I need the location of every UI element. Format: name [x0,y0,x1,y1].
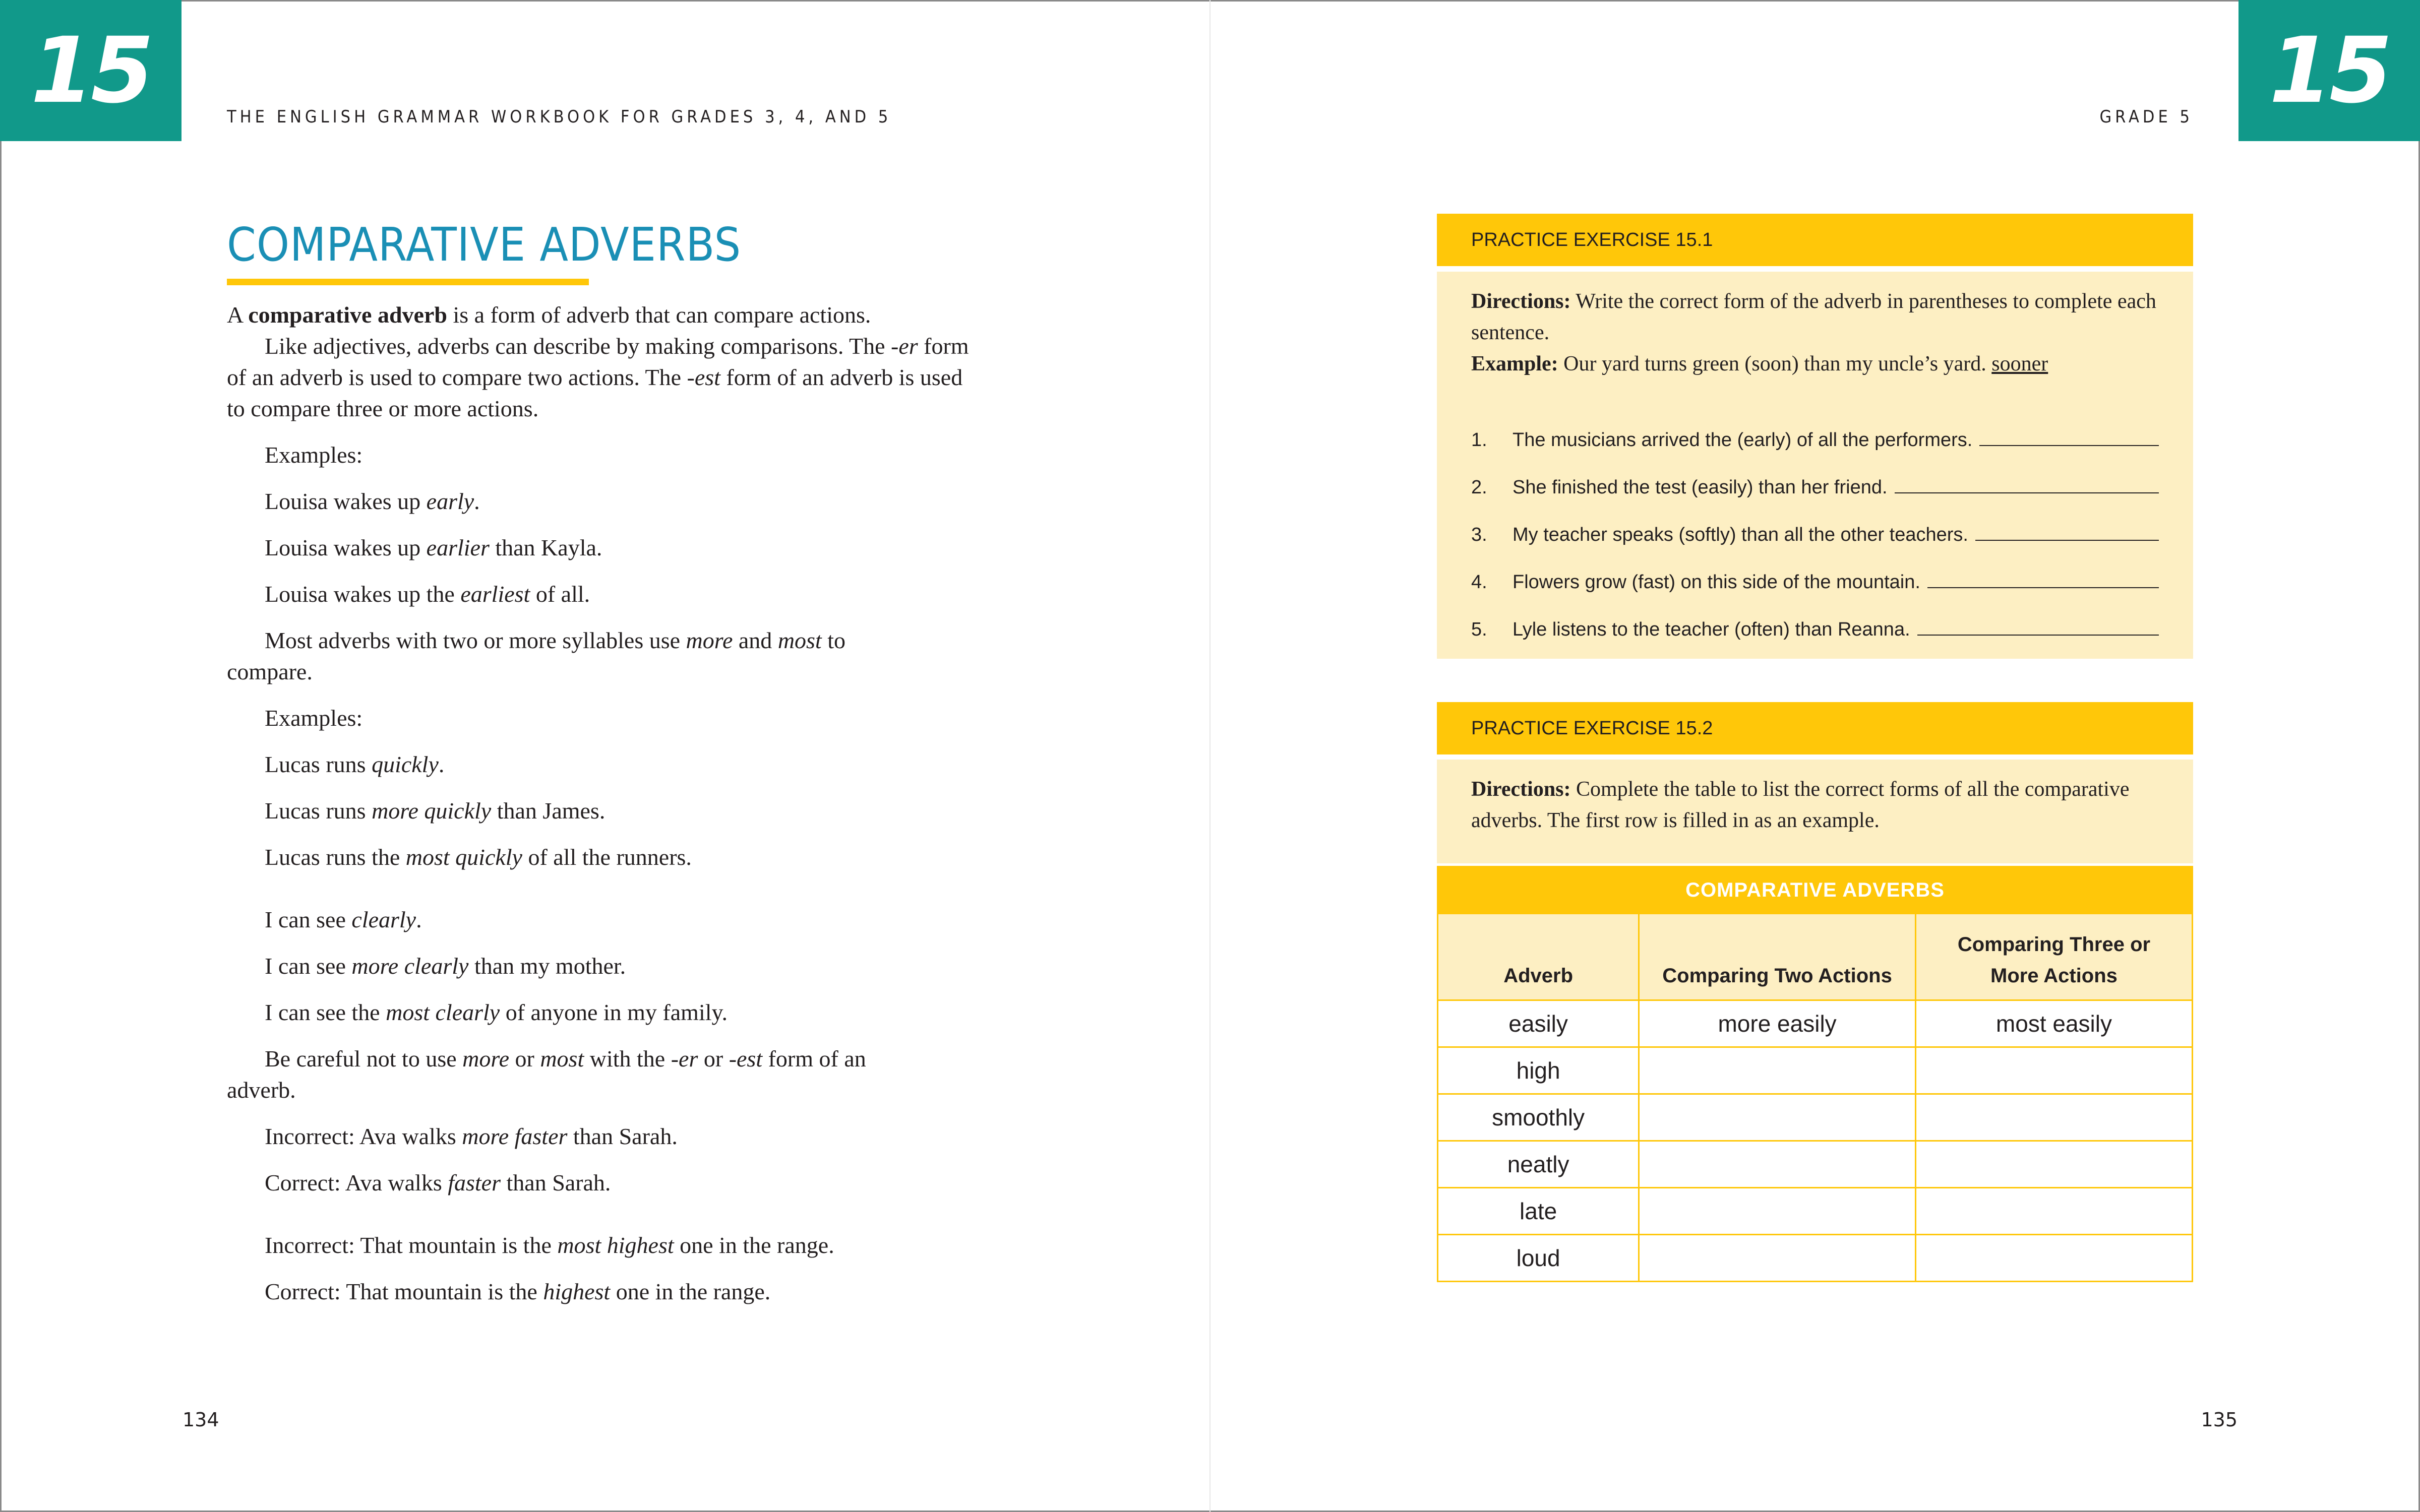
chapter-number: 15 [30,18,151,123]
text-run: form of an adverb is used to compare three or more actions. [227,364,963,421]
question-number: 3. [1471,524,1487,545]
text-run: Be careful not to use [265,1046,463,1072]
text-run: A [227,302,249,328]
adverb: most highest [557,1232,674,1258]
text-run: I can see [265,953,352,979]
example-sentence [227,1167,993,1199]
directions-text: Complete the table to list the correct forms of all the comparative adverbs. The first row is filled in as an example. [1471,778,2130,832]
book-spine [1209,0,1211,1512]
comparing-two-cell[interactable] [1639,1188,1916,1235]
text-run: and [733,627,778,653]
exercise-1-panel [1437,272,2193,659]
suffix: -est [687,364,720,390]
table-row [1438,1235,2193,1282]
word: more [686,627,733,653]
question-item [1471,593,2159,641]
exercise-1-directions [1471,286,2159,380]
example-answer: sooner [1991,352,2048,375]
comparing-three-cell[interactable] [1915,1141,2192,1188]
text-run: than my mother. [468,953,626,979]
text-run: Correct: That mountain is the [265,1279,543,1304]
comparing-three-cell[interactable] [1915,1235,2192,1282]
example-sentence [227,1121,993,1152]
question-text: Flowers grow (fast) on this side of the mountain. [1512,572,1920,593]
text-run: I can see [265,907,352,932]
answer-blank[interactable] [1917,635,2159,636]
example-sentence [227,795,993,827]
chapter-number: 15 [2269,18,2390,123]
adverb: more clearly [351,953,469,979]
running-head-right: GRADE 5 [2099,107,2193,127]
text-run: of anyone in my family. [500,999,728,1025]
text-run: Incorrect: That mountain is the [265,1232,558,1258]
text-run: than James. [491,798,606,824]
comparative-adverbs-table [1437,866,2193,1282]
adverb-cell: late [1438,1188,1639,1235]
suffix: -er [891,333,918,359]
text-run: than Sarah. [501,1170,611,1195]
adverb-cell: loud [1438,1235,1639,1282]
example-sentence [227,749,993,780]
intro-paragraph [227,299,993,331]
example-text: Our yard turns green (soon) than my uncle’s yard. [1558,352,1992,375]
comparing-two-cell[interactable] [1639,1094,1916,1141]
text-run: Incorrect: Ava walks [265,1123,462,1149]
text-run: Lucas runs the [265,844,406,870]
comparing-three-cell[interactable] [1915,1094,2192,1141]
text-run: Like adjectives, adverbs can describe by making comparisons. The [265,333,891,359]
section-title: COMPARATIVE ADVERBS [227,218,742,272]
exercise-1-title: PRACTICE EXERCISE 15.1 [1471,229,1713,250]
adverb: earliest [460,581,530,607]
adverb-cell: smoothly [1438,1094,1639,1141]
examples-label: Examples: [265,442,363,468]
question-item [1471,498,2159,546]
exercise-2-panel [1437,760,2193,863]
table-body [1438,1000,2193,1282]
example-sentence [227,486,993,517]
examples-label: Examples: [265,705,363,731]
example-sentence [227,1230,993,1261]
question-text: She finished the test (easily) than her friend. [1512,477,1888,498]
adverb-cell: neatly [1438,1141,1639,1188]
text-run: form of an adverb. [227,1046,866,1103]
adverb-cell: easily [1438,1000,1639,1047]
comparing-three-cell[interactable] [1915,1188,2192,1235]
text-run: Louisa wakes up the [265,581,461,607]
table-row [1438,1047,2193,1094]
directions-text: Write the correct form of the adverb in parentheses to complete each sentence. [1471,290,2156,344]
text-run: . [416,907,422,932]
comparing-two-cell: more easily [1639,1000,1916,1047]
question-text: The musicians arrived the (early) of all the performers. [1512,429,1973,451]
comparing-three-cell: most easily [1915,1000,2192,1047]
explanation-paragraph [227,1043,897,1106]
comparing-three-cell[interactable] [1915,1047,2192,1094]
text-run: Louisa wakes up [265,488,427,514]
adverb: clearly [351,907,416,932]
comparing-two-cell[interactable] [1639,1141,1916,1188]
suffix: -er [671,1046,698,1072]
page-number-left: 134 [183,1409,219,1431]
example-sentence [227,904,993,935]
text-run: form of an adverb is used to compare two actions. The [227,333,969,390]
question-number: 4. [1471,572,1487,593]
text-run: one in the range. [674,1232,834,1258]
word: more [462,1046,509,1072]
question-number: 2. [1471,477,1487,498]
example-sentence [227,579,993,610]
text-run: Louisa wakes up [265,535,427,560]
answer-blank[interactable] [1979,445,2159,446]
comparing-two-cell[interactable] [1639,1047,1916,1094]
running-head-left: THE ENGLISH GRAMMAR WORKBOOK FOR GRADES 3, 4, AND 5 [227,107,892,127]
directions-label: Directions: [1471,290,1571,313]
answer-blank[interactable] [1927,587,2159,588]
example-label: Example: [1471,352,1558,375]
adverb: more faster [462,1123,568,1149]
text-run: or [698,1046,729,1072]
column-header-adverb: Adverb [1438,914,1639,1000]
word: most [540,1046,584,1072]
example-sentence [227,532,993,563]
table-row [1438,1141,2193,1188]
exercise-1-header [1437,214,2193,266]
directions-label: Directions: [1471,778,1571,801]
text-run: I can see the [265,999,386,1025]
answer-blank[interactable] [1895,492,2159,493]
adverb: most quickly [405,844,522,870]
text-run: of all. [530,581,590,607]
question-text: My teacher speaks (softly) than all the other teachers. [1512,524,1968,545]
example-sentence [227,1276,993,1307]
adverb: more quickly [372,798,492,824]
adverb-cell: high [1438,1047,1639,1094]
question-item [1471,546,2159,593]
text-run: is a form of adverb that can compare actions. [447,302,871,328]
exercise-2-directions [1471,774,2159,836]
text-run: to compare. [227,627,845,684]
key-term: comparative adverb [248,302,447,328]
page-number-right: 135 [2201,1409,2237,1431]
column-header-comparing-three: Comparing Three or More Actions [1915,914,2192,1000]
text-run: Lucas runs [265,798,372,824]
answer-blank[interactable] [1975,540,2159,541]
table-caption: COMPARATIVE ADVERBS [1438,867,2193,914]
question-item [1471,451,2159,498]
text-run: with the [584,1046,671,1072]
adverb: early [426,488,474,514]
text-run: Correct: Ava walks [265,1170,448,1195]
explanation-paragraph [227,625,897,687]
chapter-tab-left [0,0,182,141]
example-sentence [227,842,993,873]
text-run: than Kayla. [489,535,602,560]
adverb: most clearly [386,999,500,1025]
question-list [1471,404,2159,641]
column-header-comparing-two: Comparing Two Actions [1639,914,1916,1000]
lesson-body [227,299,993,1307]
adverb: faster [448,1170,501,1195]
text-run: one in the range. [610,1279,771,1304]
text-run: Lucas runs [265,751,372,777]
exercise-2-header [1437,702,2193,754]
adverb: earlier [426,535,490,560]
table-row [1438,1188,2193,1235]
text-run: than Sarah. [567,1123,678,1149]
text-run: of all the runners. [522,844,692,870]
word: most [777,627,822,653]
text-run: . [438,751,445,777]
question-item [1471,404,2159,451]
question-number: 1. [1471,429,1487,451]
comparing-two-cell[interactable] [1639,1235,1916,1282]
exercise-2-title: PRACTICE EXERCISE 15.2 [1471,717,1713,739]
example-sentence [227,951,993,982]
text-run: or [509,1046,540,1072]
text-run: Most adverbs with two or more syllables use [265,627,686,653]
chapter-tab-right [2238,0,2420,141]
table-row [1438,1000,2193,1047]
explanation-paragraph [227,331,978,424]
adverb: quickly [372,751,439,777]
question-text: Lyle listens to the teacher (often) than Reanna. [1512,619,1910,640]
adverb: highest [543,1279,611,1304]
table-row [1438,1094,2193,1141]
text-run: . [474,488,480,514]
title-underline [227,279,589,285]
question-number: 5. [1471,619,1487,640]
suffix: -est [729,1046,763,1072]
example-sentence [227,997,993,1028]
